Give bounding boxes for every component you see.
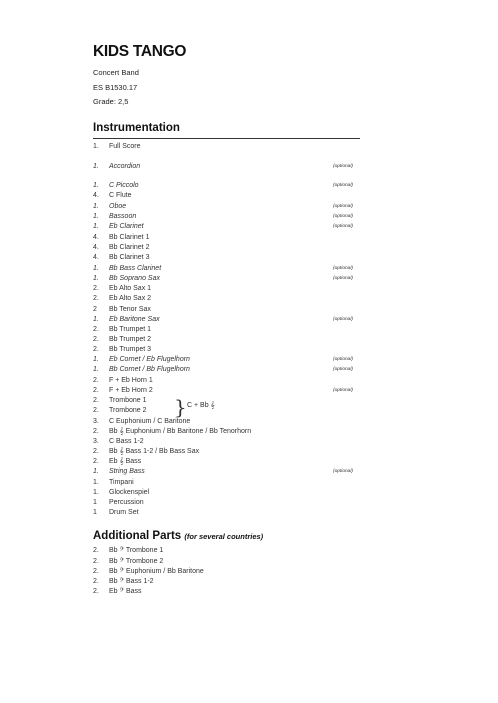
part-name: Bb Clarinet 1 xyxy=(109,234,150,241)
part-name: Full Score xyxy=(109,143,141,150)
part-name: C Flute xyxy=(109,192,132,199)
part-name: Bb Trumpet 2 xyxy=(109,336,152,343)
part-count: 1. xyxy=(93,182,99,189)
trombone-brace: } xyxy=(174,395,187,419)
optional-label: (optional) xyxy=(333,276,353,281)
part-count: 2. xyxy=(93,295,99,302)
instrument-row xyxy=(93,478,360,488)
part-count: 1. xyxy=(93,366,99,373)
instrument-row xyxy=(93,437,360,447)
instrument-row xyxy=(93,427,360,437)
part-name: Drum Set xyxy=(109,509,139,516)
ensemble-type: Concert Band xyxy=(93,68,139,77)
part-count: 2. xyxy=(93,285,99,292)
part-count: 1. xyxy=(93,316,99,323)
part-name: Timpani xyxy=(109,479,134,486)
part-name: Bassoon xyxy=(109,213,137,220)
part-count: 2. xyxy=(93,336,99,343)
optional-label: (optional) xyxy=(333,469,353,474)
part-count: 2. xyxy=(93,547,99,554)
heading-divider xyxy=(93,138,360,139)
instrument-row xyxy=(93,162,360,172)
instrument-row xyxy=(93,191,360,201)
part-count: 2 xyxy=(93,306,97,313)
part-count: 2. xyxy=(93,346,99,353)
part-count: 2. xyxy=(93,428,99,435)
instrument-row xyxy=(93,294,360,304)
instrument-row xyxy=(93,284,360,294)
part-count: 1. xyxy=(93,356,99,363)
instrument-row xyxy=(93,488,360,498)
part-name: Bb Clarinet 3 xyxy=(109,254,150,261)
part-name: Eb Alto Sax 1 xyxy=(109,285,152,292)
optional-label: (optional) xyxy=(333,204,353,209)
part-name: Bb 𝄢 Bass 1-2 xyxy=(109,578,154,585)
optional-label: (optional) xyxy=(333,214,353,219)
instrument-row xyxy=(93,345,360,355)
optional-label: (optional) xyxy=(333,224,353,229)
instrument-row xyxy=(93,417,360,427)
part-count: 3. xyxy=(93,438,99,445)
part-count: 1. xyxy=(93,203,99,210)
additional-parts-note: (for several countries) xyxy=(184,532,264,541)
instrument-row xyxy=(93,243,360,253)
part-name: Trombone 2 xyxy=(109,407,147,414)
instrument-row xyxy=(93,335,360,345)
part-count: 1. xyxy=(93,468,99,475)
part-name: Bb 𝄢 Euphonium / Bb Baritone xyxy=(109,568,204,575)
part-name: Trombone 1 xyxy=(109,397,147,404)
instrument-row xyxy=(93,325,360,335)
part-name: Eb Alto Sax 2 xyxy=(109,295,152,302)
part-count: 2. xyxy=(93,407,99,414)
instrument-row xyxy=(93,457,360,467)
instrumentation-heading: Instrumentation xyxy=(93,122,180,134)
part-count: 1. xyxy=(93,163,99,170)
part-count: 2. xyxy=(93,578,99,585)
part-name: Bb 𝄞 Bass 1-2 / Bb Bass Sax xyxy=(109,448,200,455)
additional-parts-title: Additional Parts xyxy=(93,530,182,542)
part-count: 1. xyxy=(93,213,99,220)
instrument-row xyxy=(93,396,360,406)
part-count: 4. xyxy=(93,234,99,241)
part-name: Bb Bass Clarinet xyxy=(109,265,162,272)
instrument-row xyxy=(93,365,360,375)
instrument-row xyxy=(93,222,360,232)
instrument-row xyxy=(93,305,360,315)
part-name: Bb Soprano Sax xyxy=(109,275,160,282)
instrument-row xyxy=(93,212,360,222)
part-count: 4. xyxy=(93,254,99,261)
part-count: 4. xyxy=(93,192,99,199)
part-count: 1. xyxy=(93,275,99,282)
optional-label: (optional) xyxy=(333,317,353,322)
part-name: C Euphonium / C Baritone xyxy=(109,418,191,425)
instrument-row xyxy=(93,386,360,396)
optional-label: (optional) xyxy=(333,266,353,271)
part-name: Bb Tenor Sax xyxy=(109,306,151,313)
part-count: 1. xyxy=(93,223,99,230)
part-count: 2. xyxy=(93,568,99,575)
part-name: Accordion xyxy=(109,163,141,170)
optional-label: (optional) xyxy=(333,164,353,169)
part-name: Eb 𝄢 Bass xyxy=(109,588,142,595)
instrument-row xyxy=(93,406,360,416)
instrument-row xyxy=(93,355,360,365)
instrument-row xyxy=(93,508,360,518)
part-count: 2. xyxy=(93,377,99,384)
instrument-row xyxy=(93,253,360,263)
instrument-row xyxy=(93,498,360,508)
additional-parts-heading xyxy=(93,530,263,542)
grade-level: Grade: 2,5 xyxy=(93,97,129,106)
part-name: C Piccolo xyxy=(109,182,139,189)
additional-part-row xyxy=(93,587,360,597)
instrument-row xyxy=(93,181,360,191)
catalog-code: ES B1530.17 xyxy=(93,83,138,92)
part-name: Oboe xyxy=(109,203,127,210)
part-count: 2. xyxy=(93,387,99,394)
instrument-row xyxy=(93,467,360,477)
part-name: Eb Clarinet xyxy=(109,223,144,230)
part-count: 2. xyxy=(93,458,99,465)
instrument-row xyxy=(93,142,360,152)
part-name: Bb 𝄢 Trombone 1 xyxy=(109,547,164,554)
instrument-row xyxy=(93,202,360,212)
part-count: 1. xyxy=(93,479,99,486)
part-count: 3. xyxy=(93,418,99,425)
part-count: 1. xyxy=(93,265,99,272)
part-count: 1 xyxy=(93,499,97,506)
additional-part-row xyxy=(93,557,360,567)
part-count: 1. xyxy=(93,143,99,150)
part-name: String Bass xyxy=(109,468,145,475)
optional-label: (optional) xyxy=(333,388,353,393)
instrument-row xyxy=(93,233,360,243)
instrument-row xyxy=(93,264,360,274)
part-count: 1 xyxy=(93,509,97,516)
optional-label: (optional) xyxy=(333,183,353,188)
instrument-row xyxy=(93,376,360,386)
piece-title: KIDS TANGO xyxy=(93,43,187,60)
part-count: 2. xyxy=(93,326,99,333)
part-name: F + Eb Horn 1 xyxy=(109,377,153,384)
part-count: 2. xyxy=(93,448,99,455)
optional-label: (optional) xyxy=(333,357,353,362)
additional-part-row xyxy=(93,567,360,577)
part-name: F + Eb Horn 2 xyxy=(109,387,153,394)
part-name: Eb Baritone Sax xyxy=(109,316,160,323)
part-name: Bb 𝄞 Euphonium / Bb Baritone / Bb Tenorhorn xyxy=(109,428,252,435)
part-name: Eb Cornet / Eb Flugelhorn xyxy=(109,356,190,363)
instrument-row xyxy=(93,315,360,325)
part-name: Bb 𝄢 Trombone 2 xyxy=(109,558,164,565)
trombone-brace-label: C + Bb 𝄞 xyxy=(187,402,215,409)
part-count: 2. xyxy=(93,397,99,404)
instrument-row xyxy=(93,274,360,284)
part-name: Bb Cornet / Bb Flugelhorn xyxy=(109,366,190,373)
part-name: Glockenspiel xyxy=(109,489,150,496)
part-count: 2. xyxy=(93,588,99,595)
additional-part-row xyxy=(93,577,360,587)
part-name: Bb Trumpet 1 xyxy=(109,326,152,333)
part-name: Percussion xyxy=(109,499,144,506)
part-count: 4. xyxy=(93,244,99,251)
part-name: C Bass 1-2 xyxy=(109,438,144,445)
part-name: Bb Clarinet 2 xyxy=(109,244,150,251)
optional-label: (optional) xyxy=(333,367,353,372)
additional-part-row xyxy=(93,546,360,556)
instrument-row xyxy=(93,447,360,457)
part-count: 1. xyxy=(93,489,99,496)
part-name: Bb Trumpet 3 xyxy=(109,346,152,353)
part-name: Eb 𝄞 Bass xyxy=(109,458,142,465)
part-count: 2. xyxy=(93,558,99,565)
